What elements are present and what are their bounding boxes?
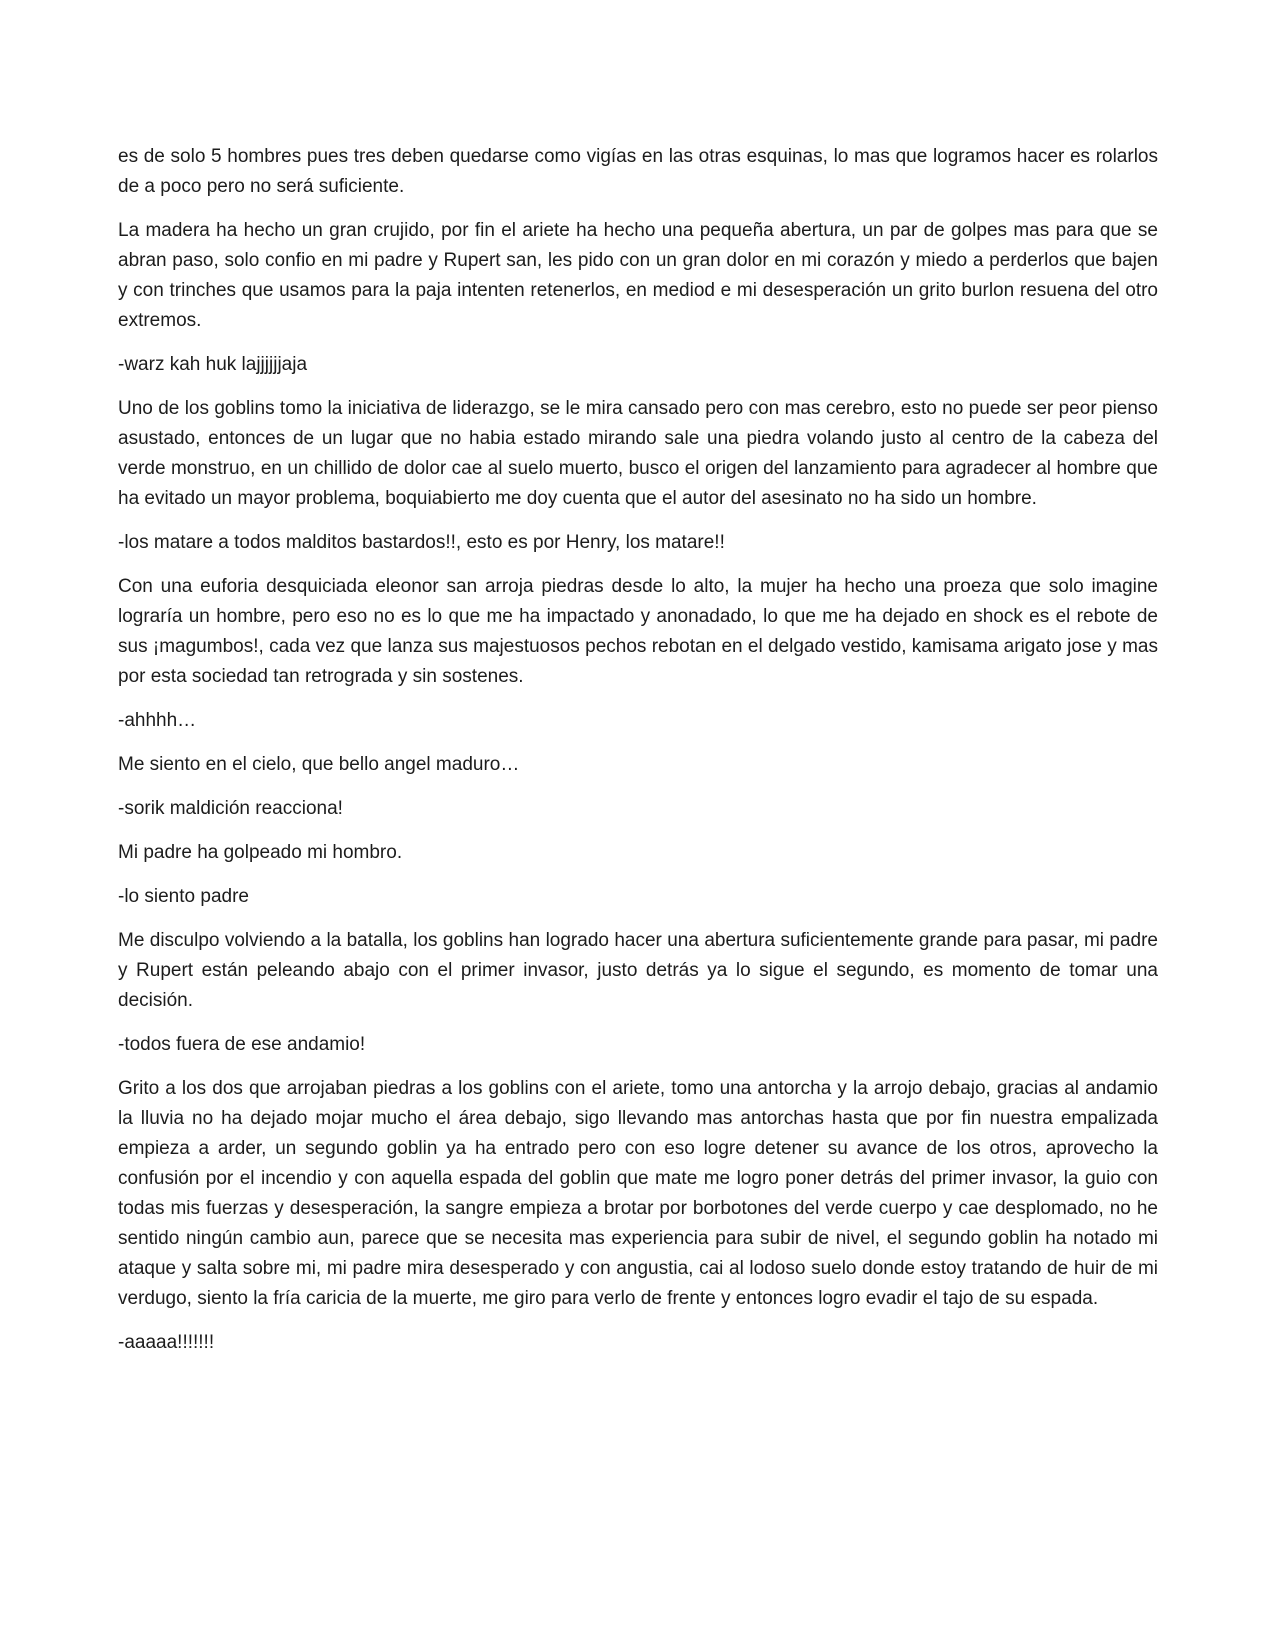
dialogue-line: -lo siento padre (118, 886, 249, 907)
paragraph-7: Me disculpo volviendo a la batalla, los goblins han logrado hacer una abertura suficientemente grande para pasar, mi padre y Rupert están peleando abajo con el primer invasor, justo detrás ya lo sigue el segundo, es momento de tomar una decisión. (118, 930, 1158, 1011)
dialogue-line: -aaaaa!!!!!!! (118, 1332, 215, 1353)
dialogue-line: -todos fuera de ese andamio! (118, 1034, 366, 1055)
document-page (118, 142, 1158, 1372)
paragraph-3: Uno de los goblins tomo la iniciativa de liderazgo, se le mira cansado pero con mas cerebro, esto no puede ser peor pienso asustado, entonces de un lugar que no habia estado mirando sale una piedra volando justo al centro de la cabeza del verde monstruo, en un chillido de dolor cae al suelo muerto, busco el origen del lanzamiento para agradecer al hombre que ha evitado un mayor problema, boquiabierto me doy cuenta que el autor del asesinato no ha sido un hombre. (118, 398, 1158, 509)
paragraph-1: es de solo 5 hombres pues tres deben quedarse como vigías en las otras esquinas, lo mas que logramos hacer es rolarlos de a poco pero no será suficiente. (118, 146, 1158, 197)
paragraph-6: Mi padre ha golpeado mi hombro. (118, 842, 403, 863)
dialogue-line: -warz kah huk lajjjjjjaja (118, 354, 308, 375)
paragraph-8: Grito a los dos que arrojaban piedras a los goblins con el ariete, tomo una antorcha y la arrojo debajo, gracias al andamio la lluvia no ha dejado mojar mucho el área debajo, sigo llevando mas antorchas hasta que por fin nuestra empalizada empieza a arder, un segundo goblin ya ha entrado pero con eso logre detener su avance de los otros, aprovecho la confusión por el incendio y con aquella espada del goblin que mate me logro poner detrás del primer invasor, la guio con todas mis fuerzas y desesperación, la sangre empieza a brotar por borbotones del verde cuerpo y cae desplomado, no he sentido ningún cambio aun, parece que se necesita mas experiencia para subir de nivel, el segundo goblin ha notado mi ataque y salta sobre mi, mi padre mira desesperado y con angustia, cai al lodoso suelo donde estoy tratando de huir de mi verdugo, siento la fría caricia de la muerte, me giro para verlo de frente y entonces logro evadir el tajo de su espada. (118, 1078, 1158, 1309)
dialogue-line: -los matare a todos malditos bastardos!!, esto es por Henry, los matare!! (118, 532, 725, 553)
dialogue-line: -ahhhh… (118, 710, 197, 731)
dialogue-line: -sorik maldición reacciona! (118, 798, 343, 819)
paragraph-4: Con una euforia desquiciada eleonor san arroja piedras desde lo alto, la mujer ha hecho una proeza que solo imagine lograría un hombre, pero eso no es lo que me ha impactado y anonadado, lo que me ha dejado en shock es el rebote de sus ¡magumbos!, cada vez que lanza sus majestuosos pechos rebotan en el delgado vestido, kamisama arigato jose y mas por esta sociedad tan retrograda y sin sostenes. (118, 576, 1158, 687)
paragraph-5: Me siento en el cielo, que bello angel maduro… (118, 754, 520, 775)
paragraph-2: La madera ha hecho un gran crujido, por fin el ariete ha hecho una pequeña abertura, un par de golpes mas para que se abran paso, solo confio en mi padre y Rupert san, les pido con un gran dolor en mi corazón y miedo a perderlos que bajen y con trinches que usamos para la paja intenten retenerlos, en mediod e mi desesperación un grito burlon resuena del otro extremos. (118, 220, 1158, 331)
